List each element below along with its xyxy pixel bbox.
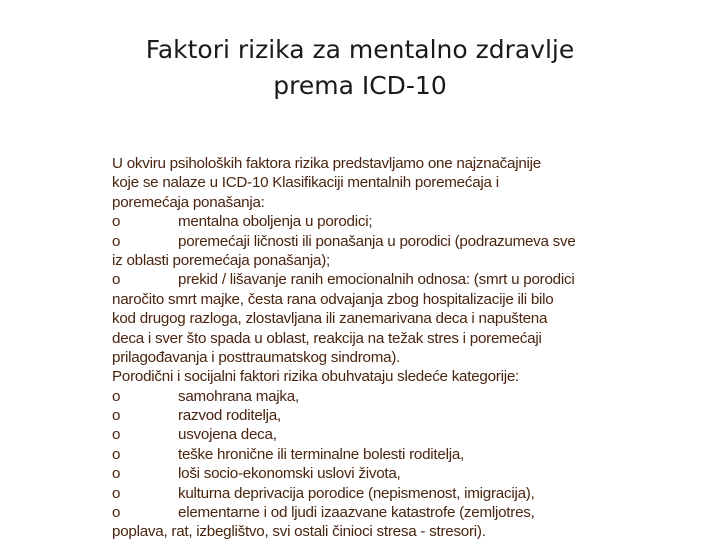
list-item-text: mentalna oboljenja u porodici; — [178, 213, 373, 231]
bullet-marker: o — [112, 504, 121, 522]
intro-line: U okviru psiholoških faktora rizika predstavljamo one najznačajnije — [112, 155, 541, 172]
content-image — [112, 154, 624, 541]
list-item-continuation: prilagođavanja i posttraumatskog sindroma). — [112, 348, 401, 366]
slide-title-line-2: prema ICD-10 — [273, 71, 447, 100]
list-item-continuation: kod drugog razloga, zlostavljana ili zanemarivana deca i napuštena — [112, 310, 548, 328]
list-item-continuation: naročito smrt majke, česta rana odvajanja zbog hospitalizacije ili bilo — [112, 290, 554, 308]
list-item-text: poremećaji ličnosti ili ponašanja u porodici (podrazumeva sve — [178, 232, 576, 250]
list-item-text: kulturna deprivacija porodice (nepismenost, imigracija), — [178, 484, 535, 502]
list-item — [112, 232, 624, 251]
list-item-text: elementarne i od ljudi izaazvane katastrofe (zemljotres, — [178, 504, 535, 522]
social-intro: Porodični i socijalni faktori rizika obuhvataju sledeće kategorije: — [112, 368, 520, 386]
intro-line: poremećaja ponašanja: — [112, 193, 265, 211]
list-item — [112, 270, 624, 289]
list-item-text: loši socio-ekonomski uslovi života, — [178, 465, 401, 483]
list-item-text: razvod roditelja, — [178, 407, 281, 425]
list-item-continuation: iz oblasti poremećaja ponašanja); — [112, 251, 331, 269]
list-item — [112, 503, 624, 522]
list-item-text: samohrana majka, — [178, 387, 299, 405]
bullet-marker: o — [112, 465, 121, 483]
list-item — [112, 484, 624, 503]
list-item-text: teške hronične ili terminalne bolesti roditelja, — [178, 445, 464, 463]
bullet-marker: o — [112, 387, 121, 405]
bullet-marker: o — [112, 407, 121, 425]
slide-title-line-1: Faktori rizika za mentalno zdravlje — [145, 35, 575, 64]
list-item-text: prekid / lišavanje ranih emocionalnih odnosa: (smrt u porodici — [178, 271, 575, 289]
list-item — [112, 212, 624, 231]
list-item — [112, 425, 624, 444]
list-item — [112, 387, 624, 406]
bullet-marker: o — [112, 484, 121, 502]
list-item-continuation: poplava, rat, izbeglištvo, svi ostali činioci stresa - stresori). — [112, 523, 486, 541]
list-item-continuation: deca i sver što spada u oblast, reakcija na težak stres i poremećaji — [112, 329, 542, 347]
list-item — [112, 445, 624, 464]
list-item — [112, 406, 624, 425]
list-item-text: usvojena deca, — [178, 426, 277, 444]
bullet-marker: o — [112, 271, 121, 289]
bullet-marker: o — [112, 232, 121, 250]
bullet-marker: o — [112, 426, 121, 444]
bullet-marker: o — [112, 445, 121, 463]
bullet-marker: o — [112, 213, 121, 231]
slide-title — [60, 32, 660, 104]
intro-line: koje se nalaze u ICD-10 Klasifikaciji mentalnih poremećaja i — [112, 174, 499, 192]
list-item — [112, 464, 624, 483]
